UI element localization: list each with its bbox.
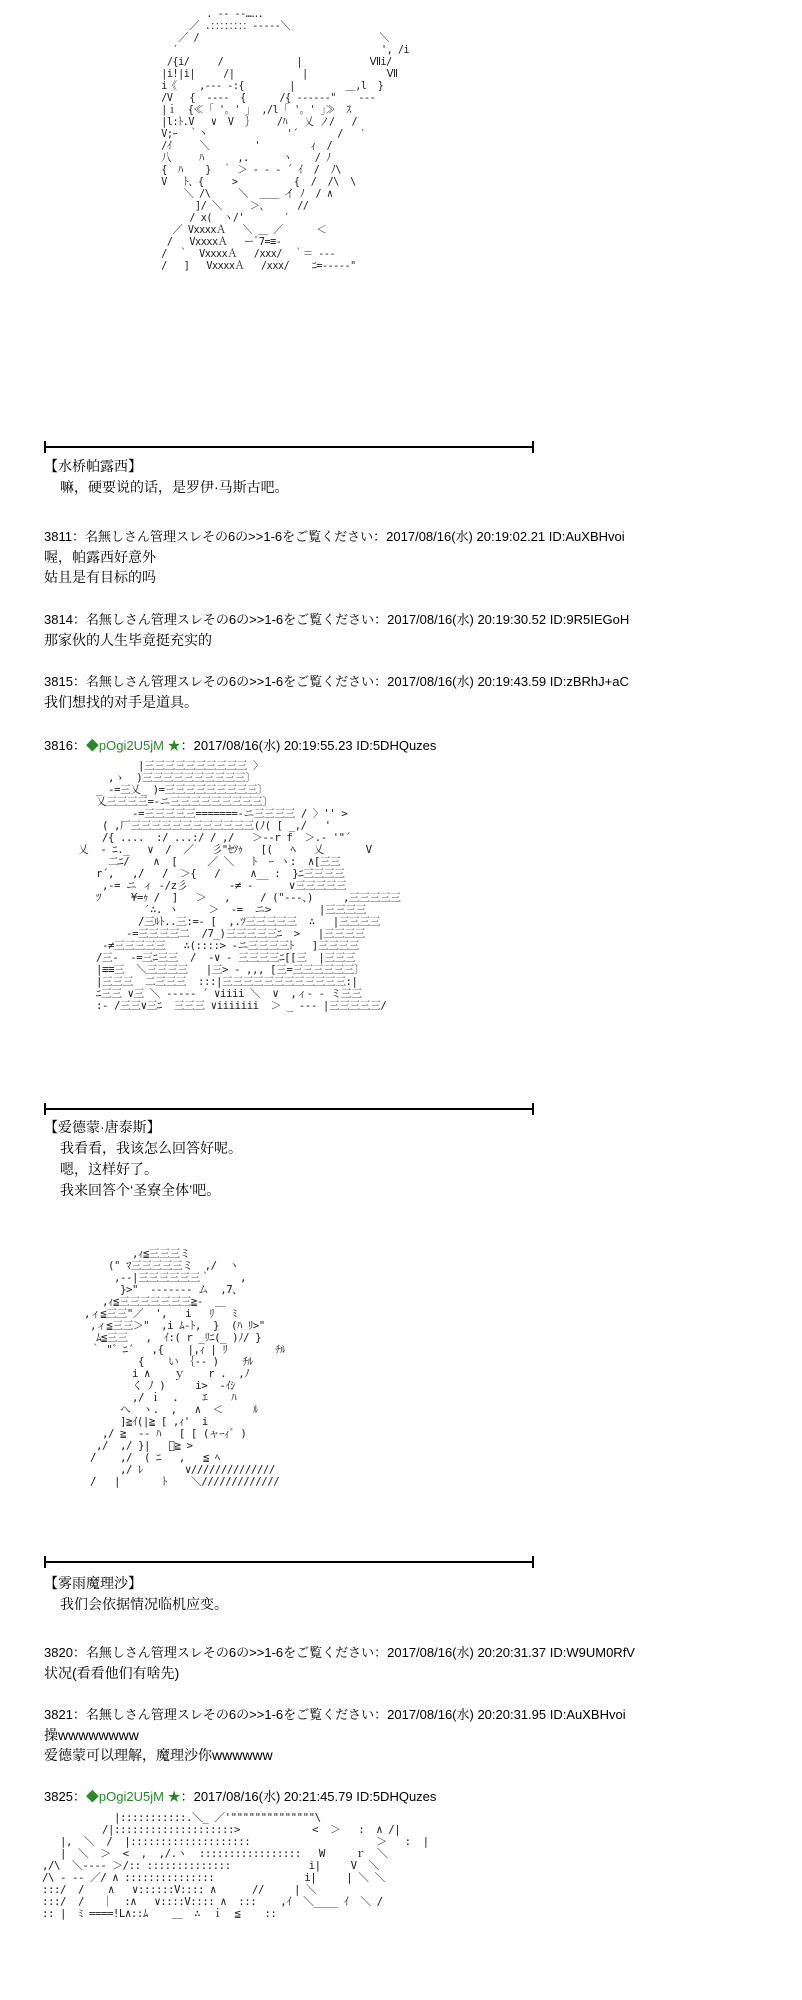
post-meta: ：2017/08/16(水) 20:19:55.23 ID:5DHQuzes: [180, 738, 437, 753]
ascii-art-scene: |:::::::::::.＼_ ／'""""""""""""""\ /|::::::::::::::::::::> < ＞ : ∧ /| |, ＼ / |:::::::::::::::::::: ＞ : | | ＼ ＞ < , ,/.ヽ ::::::::::::::::: W ｒ ＼ ,/\ ＼‐‐‐‐ ＞/:: :::::::::::::: i| V ＼ /\ ‐ ‐‐ ／/ ∧ ::::::::::::::: i| | ＼ ＼ :::/ / ∧ ∨::::::V:::: ∧ // | ＼ :::/ / ｜ :∧ ∨::::V:::: ∧ ::: ,ｲ ＼____ ｲ ＼ / :: | ﾐ ====!L∧::ﾑ ＿ ∴ ｉ ≦ ::: [41, 1811, 429, 1920]
post: [44, 1787, 436, 1807]
post-line: 那家伙的人生毕竟挺充实的: [44, 632, 212, 648]
post-header: [44, 736, 436, 756]
speaker-name: 【水桥帕露西】: [44, 458, 142, 474]
post: [44, 1643, 635, 1683]
speaker-name: 【爱德蒙·唐泰斯】: [44, 1119, 161, 1135]
post-line: 我们想找的对手是道具。: [44, 694, 198, 710]
post: [44, 672, 629, 712]
speaker-block: [44, 1573, 228, 1615]
post-header: 3821：名無しさん管理スレその6の>>1-6をご覧ください：2017/08/16(水) 20:20:31.95 ID:AuXBHvoi: [44, 1707, 626, 1722]
divider-bar: [44, 1103, 534, 1115]
ascii-art-parsee: . ‐‐ ‐‐…‥. ／ .：：：：：：：：‐‐‐‐‐＼ ／ / ＼ ′ ', /i /{i/ / | Ⅶi/ |i!|i| /| | Ⅶ i《 ,‐‐‐ ‐:{ | ＿,l } /V { ‐‐‐‐ { /{ ‐‐‐‐‐‐" ‐‐‐ |ｉ {≪ ｢ '。' ｣ ,/l ｢ '。' ｣≫ ｽ |l:ﾄ.V ∨ V ｝ /ﾊ 乂 ノ/ / V;ｰ ｀丶 '´ / ′ /ｲ ＼ ' ｨ / 八 ﾊ ,. ヽ / ﾉ { ﾊ } ｀ ＞ ‐ ‐ ‐ ´ ｲ / ﾉ\ V ﾄ、{ > { / /\ \ ＼ /\ ＼ ＿＿ イ ﾉ / ∧ ]/ ＼ ＞、 // / x( ヽ/' ′ ／ VxxxxＡ ＼ ＿ ／ ＜ / VxxxxＡ ーﾟ7=≡- / ｀ VxxxxＡ /xxx/ ｀＝ ‐‐‐ / ] VxxxxＡ /xxx/ ﾆ=‐‐‐‐‐": [161, 7, 410, 272]
post-line: 状况(看看他们有啥先): [44, 1665, 180, 1681]
post-header: [44, 1787, 436, 1807]
speaker-line: 嘛，硬要说的话，是罗伊·马斯古吧。: [60, 479, 289, 495]
speaker-block: [44, 1117, 242, 1201]
post-line: 爱德蒙可以理解，魔理沙你wwwwww: [44, 1747, 273, 1763]
ascii-art-edmond: |三三三三三三三三三三 〉 ,ゝ )三三三三三三三三三三〕 _ ‐=三乂_ )=三三三三三三三三三〕 乂三三三三=‐ニ三三三三三三三三三〕 ‐=三三三三三=======‐ニ三三三三 / 〉'' > ( ,厂三三三三三三三三三三三三(ﾉ( [ _,/ ' /{ .... :/ ...:/ / ,/ ＞‐‐r f ＞.‐ '"´ 乂 ‐ ﾆ._ ∨ / ／ 彡"ｾﾂｩ [( ﾍ 乂 V 二ﾆ/ ∧ [ ／ ＼ ﾄ ｰ ヽ: ∧[三三 r´, ,/ / ＞{ / ∧__ : }ﾆ三三三三 ,‐= ニ ィ ‐/z彡 ‐≠ ‐ ∨三三三三三 ﾂ ¥=ｩ / ] ＞ , / ("‐‐‐、) ,三三三三三 ′∴. ヽ ＞ ‐= ニ> |三三三三 /三ﾙﾄ..三:=‐ [ ,.ﾂ三三三三三 ∴ |三三三三 ‐=三三三三二 /7_)三三三三三ﾆ > |三三三三 ‐≠三三三三三 ∴(::::> ‐ニ三三三三ﾄ ]三三三三 /三‐ ‐=三ﾆ三三 / ‐∨ ‐ 三三三三ﾆ[[三 |三三三 |≡≡三 ＼三三三三 |三> ‐ ,,, [三=三三三三三三〕 |三三三 二三三三 :::|三三三三三三三三三三三三:| ﾆ三三 ∨三 ＼ ‐‐‐‐‐ ´ ∨iiii ＼ ∨ ,ィ‐ ‐ ミ三三 :‐ /三三∨三ﾆ 三三三 ∨iiiiiii ＞ _ ‐‐‐ |三三三三三/: [77, 759, 401, 1012]
post-number: 3816：: [44, 738, 86, 753]
post-header: 3814：名無しさん管理スレその6の>>1-6をご覧ください：2017/08/16(水) 20:19:30.52 ID:9R5IEGoH: [44, 612, 630, 627]
trip-code: ◆pOgi2U5jM: [85, 1789, 164, 1804]
post-line: 喔，帕露西好意外: [44, 549, 156, 565]
post-line: 操wwwwwwww: [44, 1727, 139, 1743]
post-number: 3825：: [44, 1789, 86, 1804]
star-icon: ★: [167, 738, 181, 753]
speaker-line: 我来回答个‘圣寮全体’吧。: [60, 1182, 221, 1198]
divider-bar: [44, 1556, 534, 1568]
post: [44, 736, 436, 756]
trip-code: ◆pOgi2U5jM: [85, 738, 164, 753]
speaker-name: 【雾雨魔理沙】: [44, 1575, 142, 1591]
post: [44, 527, 625, 587]
post-meta: ：2017/08/16(水) 20:21:45.79 ID:5DHQuzes: [180, 1789, 437, 1804]
post-header: 3811：名無しさん管理スレその6の>>1-6をご覧ください：2017/08/16(水) 20:19:02.21 ID:AuXBHvoi: [44, 529, 625, 544]
post: [44, 610, 629, 650]
post: [44, 1705, 626, 1765]
speaker-block: [44, 456, 289, 498]
divider-bar: [44, 441, 534, 453]
ascii-art-marisa: ,ｨ≦三三三ミ (" ﾏ三三三三三ミ ,/ ヽ ,‐-|三三三三三三｀ , }>" ‐‐‐‐‐‐‐ ム ,7、 ,ｨ≦三三三三三三三≧‐ ＿ ,ィ≦三三"／ ', i ﾘ ﾐ ,ィ≦三三＞" ,i ﾑ‐ﾄ, } (ﾊ ﾘ>" ﾑ≦三三 , ｲ:( r _ﾘﾆ(_ )ﾉ/ } ｀ "゛ﾆ´ ,{ |,ｨ | ﾘ ﾁﾙ { い ｛‐‐ ) ﾁﾙ i ∧ ｙ r . ,ﾉ く ﾉ ) i> ‐ｲｼ ,/ ｉ . ｴ ﾊ へ ヽ. , ∧ ＜ ﾙ ]≧ｲ(|≧ [ ,ｨ' i ,/ ≧ ‐‐ ﾊ [ [ (ャｰｨﾞ ) ,/ ,/ }| ﾟ≧ > / ,/ ( ﾆ , ≦ ﾍ ,/ ﾚ ∨////////////// / | ﾄ ＼/////////////: [83, 1247, 286, 1488]
star-icon: ★: [167, 1789, 181, 1804]
speaker-line: 我看看，我该怎么回答好呢。: [60, 1140, 242, 1156]
post-header: 3815：名無しさん管理スレその6の>>1-6をご覧ください：2017/08/16(水) 20:19:43.59 ID:zBRhJ+aC: [44, 674, 629, 689]
speaker-line: 嗯，这样好了。: [60, 1161, 158, 1177]
speaker-line: 我们会依据情况临机应变。: [60, 1596, 228, 1612]
post-header: 3820：名無しさん管理スレその6の>>1-6をご覧ください：2017/08/16(水) 20:20:31.37 ID:W9UM0RfV: [44, 1645, 635, 1660]
post-line: 姑且是有目标的吗: [44, 569, 156, 585]
